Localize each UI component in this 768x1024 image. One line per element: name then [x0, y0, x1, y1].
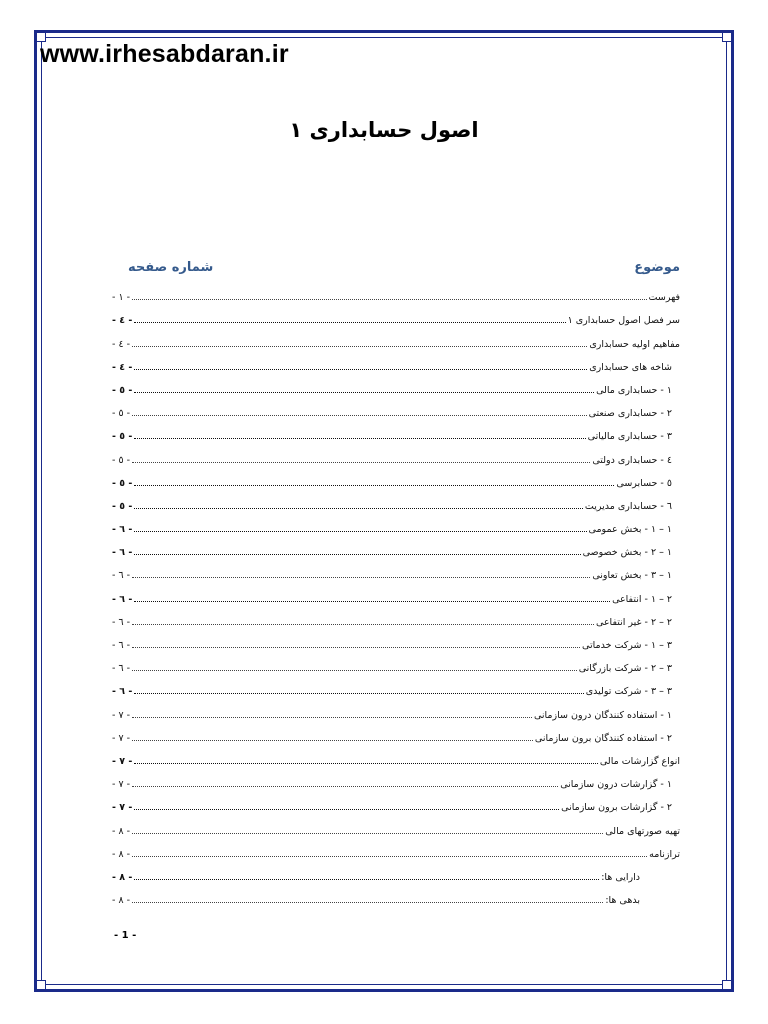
toc-entry[interactable] [112, 373, 680, 396]
toc-entry-page: - ٦ - [112, 593, 133, 605]
toc-entry-title: ٣ - حسابداری مالیاتی [587, 431, 672, 443]
toc-entry-page: - ٦ - [112, 524, 133, 536]
border-corner-top-right [722, 32, 732, 42]
toc-entry-page: - ٦ - [112, 570, 131, 582]
toc-entry-title: ٢ – ٢ - غیر انتفاعی [595, 616, 672, 628]
toc-entry[interactable] [112, 280, 680, 303]
table-of-contents [112, 280, 680, 906]
toc-dot-leader [132, 785, 558, 787]
toc-dot-leader [134, 368, 587, 370]
toc-entry[interactable] [112, 466, 680, 489]
toc-entry[interactable] [112, 535, 680, 558]
toc-entry[interactable] [112, 396, 680, 419]
toc-entry-page: - ٧ - [112, 709, 131, 721]
toc-entry-title: ٥ - حسابرسی [616, 477, 672, 489]
toc-entry-page: - ٦ - [112, 663, 131, 675]
toc-entry-page: - ٦ - [112, 686, 133, 698]
toc-entry-page: - ٨ - [112, 848, 131, 860]
toc-entry-title: ٢ - گزارشات برون سازمانی [561, 802, 672, 814]
toc-dot-leader [132, 739, 533, 741]
toc-entry-page: - ٤ - [112, 315, 133, 327]
toc-dot-leader [134, 692, 583, 694]
toc-entry-page: - ٦ - [112, 640, 131, 651]
toc-dot-leader [134, 553, 580, 555]
toc-entry[interactable] [112, 744, 680, 767]
toc-dot-leader [134, 321, 565, 323]
toc-entry-title: ٢ – ١ - انتفاعی [612, 593, 672, 605]
toc-entry-title: ١ – ٣ - بخش تعاونی [592, 570, 672, 582]
toc-entry[interactable] [112, 860, 680, 883]
border-corner-bottom-right [722, 980, 732, 990]
toc-entry[interactable] [112, 303, 680, 326]
site-url: www.irhesabdaran.ir [40, 40, 289, 68]
toc-entry-title: ١ - استفاده کنندگان درون سازمانی [533, 709, 672, 721]
page-number: - 1 - [114, 930, 137, 941]
toc-entry[interactable] [112, 489, 680, 512]
toc-entry[interactable] [112, 790, 680, 813]
toc-dot-leader [134, 808, 559, 810]
toc-subject-header: موضوع [634, 260, 680, 275]
toc-entry-title: ٤ - حسابداری دولتی [592, 454, 672, 466]
toc-entry[interactable] [112, 837, 680, 860]
toc-dot-leader [134, 484, 614, 486]
toc-entry-page: - ٨ - [112, 895, 131, 907]
toc-entry-page: - ٥ - [112, 408, 131, 420]
toc-entry-page: - ٥ - [112, 500, 133, 512]
toc-entry[interactable] [112, 813, 680, 836]
toc-entry[interactable] [112, 512, 680, 535]
toc-dot-leader [132, 669, 577, 671]
toc-dot-leader [132, 623, 594, 625]
toc-dot-leader [134, 437, 585, 439]
toc-entry-page: - ۱ - [112, 292, 131, 304]
toc-entry-page: - ٥ - [112, 454, 131, 466]
toc-entry-page: - ٧ - [112, 779, 131, 791]
toc-dot-leader [134, 530, 586, 532]
toc-page-header: شماره صفحه [128, 260, 214, 275]
toc-entry-page: - ٨ - [112, 871, 133, 883]
toc-entry-title: ٦ - حسابداری مدیریت [584, 500, 672, 512]
toc-entry[interactable] [112, 883, 680, 906]
toc-dot-leader [132, 576, 590, 578]
toc-dot-leader [134, 507, 583, 509]
toc-entry-title: مفاهیم اولیه حسابداری [589, 338, 680, 350]
toc-entry-title: ٢ - حسابداری صنعتی [588, 408, 672, 420]
toc-dot-leader [132, 646, 580, 648]
toc-entry[interactable] [112, 628, 680, 651]
border-corner-bottom-left [36, 980, 46, 990]
toc-entry[interactable] [112, 558, 680, 581]
toc-entry-page: - ٤ - [112, 361, 133, 373]
toc-entry-page: - ٦ - [112, 616, 131, 628]
toc-entry-page: - ٧ - [112, 755, 133, 767]
toc-entry-title: سر فصل اصول حسابداری ۱ [567, 315, 680, 327]
toc-entry-title: ١ - گزارشات درون سازمانی [560, 779, 672, 791]
toc-dot-leader [134, 391, 594, 393]
toc-entry-page: - ٦ - [112, 547, 133, 559]
toc-dot-leader [132, 461, 590, 463]
toc-entry-page: - ٥ - [112, 384, 133, 396]
toc-dot-leader [134, 878, 599, 880]
toc-entry-title: دارایی ها: [601, 871, 640, 883]
toc-entry-title: ١ – ٢ - بخش خصوصی [582, 547, 672, 559]
toc-entry[interactable] [112, 651, 680, 674]
toc-entry[interactable] [112, 581, 680, 604]
toc-dot-leader [134, 762, 598, 764]
toc-entry-page: - ٤ - [112, 338, 131, 350]
toc-dot-leader [132, 901, 603, 903]
toc-entry-page: - ٧ - [112, 732, 131, 744]
toc-entry-title: فهرست [648, 292, 680, 304]
toc-dot-leader [132, 716, 532, 718]
toc-dot-leader [132, 855, 647, 857]
toc-entry-title: انواع گزارشات مالی [599, 755, 680, 767]
toc-entry[interactable] [112, 674, 680, 697]
toc-entry-title: ترازنامه [649, 848, 680, 860]
toc-entry-title: ١ – ١ - بخش عمومی [588, 524, 672, 536]
toc-entry-page: - ٧ - [112, 802, 133, 814]
toc-entry[interactable] [112, 442, 680, 465]
toc-entry-title: تهیه صورتهای مالی [605, 825, 680, 837]
toc-dot-leader [132, 832, 603, 834]
toc-entry-title: شاخه های حسابداری [589, 361, 672, 373]
toc-entry[interactable] [112, 721, 680, 744]
toc-entry[interactable] [112, 767, 680, 790]
toc-entry-title: ١ - حسابداری مالی [596, 384, 672, 396]
toc-entry-page: - ٨ - [112, 825, 131, 837]
toc-entry-title: ٢ - استفاده کنندگان برون سازمانی [534, 732, 672, 744]
toc-entry-page: - ٥ - [112, 431, 133, 443]
toc-dot-leader [132, 414, 587, 416]
toc-entry-page: - ٥ - [112, 477, 133, 489]
toc-entry[interactable] [112, 605, 680, 628]
toc-dot-leader [134, 600, 610, 602]
toc-entry[interactable] [112, 326, 680, 349]
toc-entry[interactable] [112, 697, 680, 720]
toc-entry[interactable] [112, 350, 680, 373]
toc-entry-title: بدهی ها: [605, 895, 640, 907]
toc-entry-title: ٣ – ٣ - شرکت تولیدی [585, 686, 672, 698]
toc-entry-title: ٣ – ٢ - شرکت بازرگانی [578, 663, 672, 675]
toc-entry[interactable] [112, 419, 680, 442]
toc-entry-title: ٣ – ١ - شرکت خدماتی [582, 640, 672, 651]
document-title: اصول حسابداری ۱ [289, 118, 479, 142]
toc-dot-leader [132, 298, 647, 300]
toc-dot-leader [132, 345, 587, 347]
